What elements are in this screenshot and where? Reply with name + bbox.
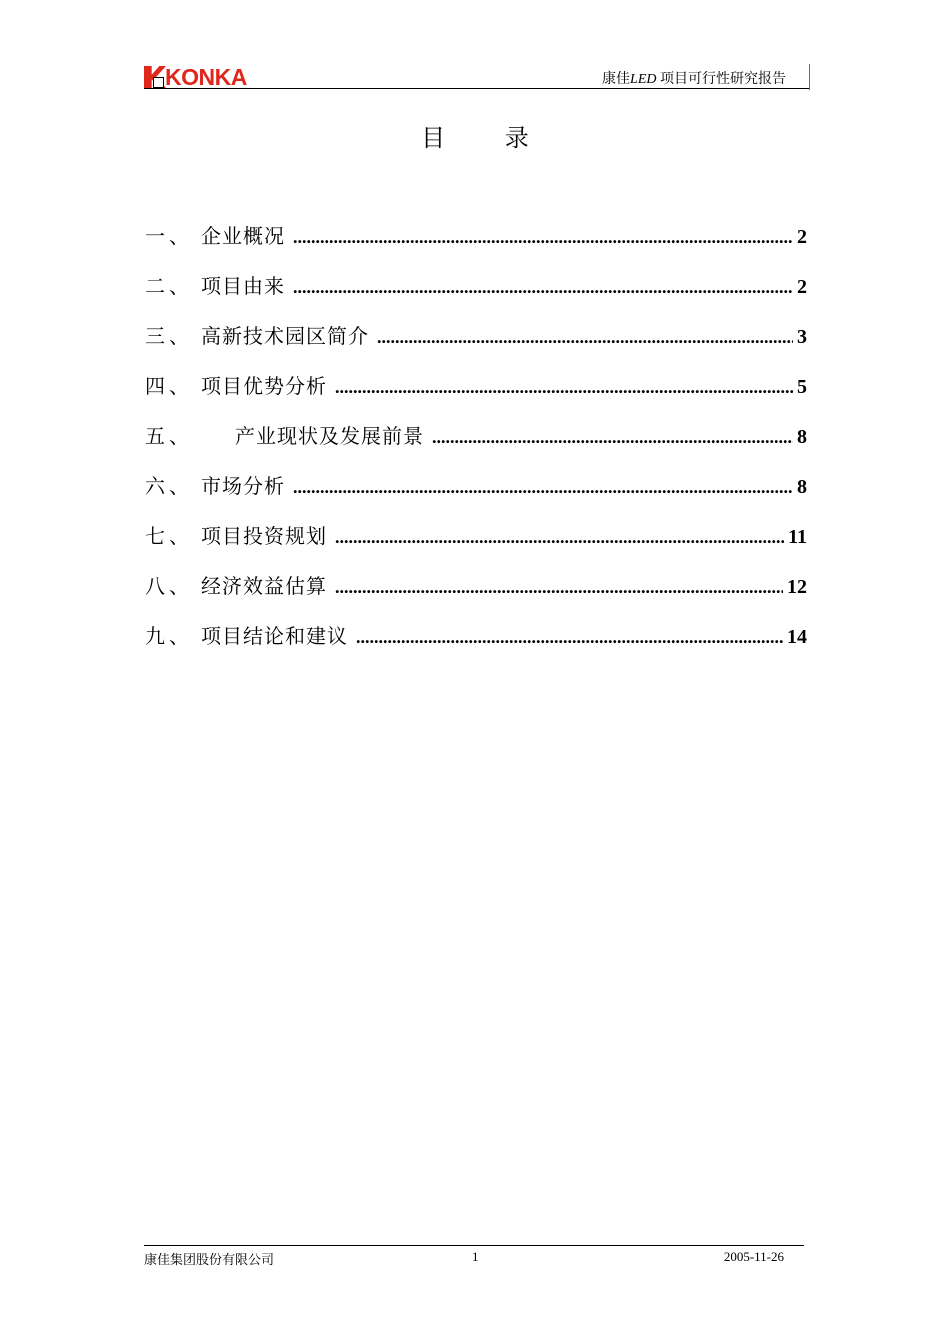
toc-entry-number: 二、	[145, 274, 193, 298]
page-footer	[144, 1245, 804, 1275]
toc-entry[interactable]	[145, 222, 807, 272]
logo-text: KONKA	[165, 64, 247, 90]
toc-entry-page: 8	[797, 476, 807, 498]
page-header	[144, 60, 810, 90]
toc-entry[interactable]	[145, 572, 807, 622]
logo-box-icon	[153, 77, 164, 88]
toc-entry-page: 5	[797, 376, 807, 398]
toc-dot-leader	[432, 423, 793, 451]
toc-entry[interactable]	[145, 322, 807, 372]
toc-entry-label: 企业概况	[201, 224, 285, 248]
toc-entry-label: 项目结论和建议	[201, 624, 348, 648]
document-title	[602, 68, 786, 88]
title-prefix: 康佳	[602, 72, 631, 87]
toc-entry-label: 项目投资规划	[201, 524, 327, 548]
toc-entry[interactable]	[145, 272, 807, 322]
toc-entry-number: 四、	[145, 374, 193, 398]
toc-entry-number: 七、	[145, 524, 193, 548]
header-rule	[144, 88, 810, 89]
toc-entry-page: 11	[788, 526, 807, 548]
toc-entry-number: 五、	[145, 424, 193, 448]
toc-entry-number: 六、	[145, 474, 193, 498]
toc-entry-page: 14	[787, 626, 807, 648]
toc-entry-label: 高新技术园区简介	[201, 324, 369, 348]
toc-entry-number: 九、	[145, 624, 193, 648]
toc-entry-number: 八、	[145, 574, 193, 598]
toc-entry-page: 3	[797, 326, 807, 348]
toc-entry-number: 三、	[145, 324, 193, 348]
toc-dot-leader	[377, 323, 793, 351]
konka-logo	[144, 66, 270, 88]
title-suffix: 项目可行性研究报告	[656, 72, 786, 87]
toc-entry-label: 市场分析	[201, 474, 285, 498]
toc-entry-page: 12	[787, 576, 807, 598]
toc-dot-leader	[335, 373, 793, 401]
toc-dot-leader	[293, 273, 793, 301]
toc-entry-label: 项目由来	[201, 274, 285, 298]
toc-entry-number: 一、	[145, 224, 193, 248]
footer-rule	[144, 1245, 804, 1246]
footer-page-number: 1	[472, 1249, 479, 1264]
toc-heading: 目 录	[421, 124, 555, 152]
title-italic: LED	[630, 72, 657, 87]
footer-company: 康佳集团股份有限公司	[144, 1253, 275, 1268]
toc-dot-leader	[356, 623, 783, 651]
toc-entry[interactable]	[145, 422, 807, 472]
toc-dot-leader	[293, 473, 793, 501]
toc-entry-page: 8	[797, 426, 807, 448]
toc-entry[interactable]	[145, 472, 807, 522]
toc-entry-label: 项目优势分析	[201, 374, 327, 398]
toc-entry-label: 产业现状及发展前景	[235, 424, 424, 448]
toc-entry[interactable]	[145, 372, 807, 422]
toc-dot-leader	[293, 223, 793, 251]
toc-dot-leader	[335, 523, 784, 551]
footer-date: 2005-11-26	[723, 1249, 784, 1264]
toc-entry[interactable]	[145, 622, 807, 672]
toc-entry[interactable]	[145, 522, 807, 572]
toc-entry-page: 2	[797, 226, 807, 248]
table-of-contents	[145, 222, 807, 672]
header-corner-mark	[809, 64, 810, 90]
toc-entry-page: 2	[797, 276, 807, 298]
toc-dot-leader	[335, 573, 783, 601]
toc-entry-label: 经济效益估算	[201, 574, 327, 598]
